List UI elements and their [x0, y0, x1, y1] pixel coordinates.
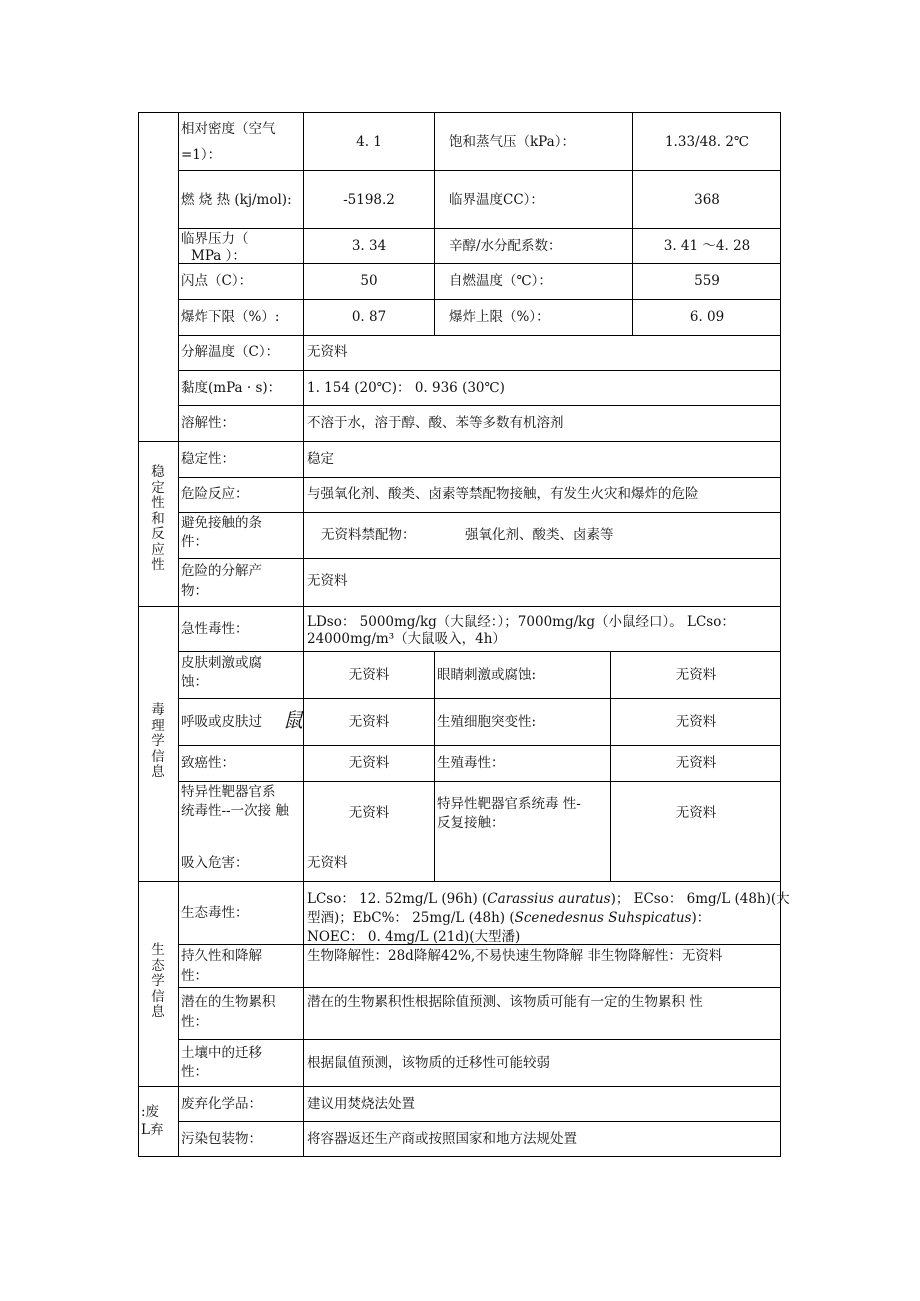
grid-line	[178, 370, 781, 371]
decomposition-temp-value: 无资料	[307, 344, 348, 360]
grid-line	[178, 512, 781, 513]
grid-line	[178, 299, 781, 300]
density-value: 4. 1	[356, 134, 382, 150]
grid-line	[178, 881, 781, 882]
stot-repeated-label-line1: 特异性靶器官系统毒 性-	[437, 796, 581, 812]
carcinogenicity-label: 致癌性：	[181, 755, 235, 771]
ecotoxicity-line2-text: 型酒)；EbC%： 25mg/L (48h) (	[307, 910, 515, 926]
species-name: Carassius auratus	[487, 891, 611, 907]
grid-line	[178, 651, 781, 652]
packaging-value: 将容器返还生产商或按照国家和地方法规处置	[307, 1131, 577, 1147]
skin-irritation-label-line2: 蚀：	[181, 674, 208, 690]
grid-line	[178, 558, 781, 559]
uel-label: 爆炸上限（%）：	[449, 309, 550, 325]
decomp-products-value: 无资料	[307, 573, 348, 589]
avoid-conditions-label-line1: 避免接触的条	[181, 515, 262, 531]
respiratory-sensitization-label: 呼吸或皮肤过	[181, 714, 262, 730]
grid-line	[178, 477, 781, 478]
combustion-heat-value: -5198.2	[343, 192, 395, 208]
sensitization-glyph: 鼠	[283, 708, 303, 732]
vapor-pressure-label: 饱和蒸气压（kPa）：	[449, 134, 575, 150]
section-title-ecology: 生态学信息	[151, 942, 165, 1020]
solubility-value: 不溶于水，溶于醇、酸、苯等多数有机溶剂	[307, 415, 564, 431]
flash-point-label: 闪点（C）：	[181, 273, 253, 289]
stot-repeated-label-line2: 反复接触：	[437, 815, 505, 831]
section-title-toxicology: 毒理学信息	[151, 702, 165, 780]
density-label-line2: =1）：	[181, 147, 222, 163]
ecotoxicity-label: 生态毒性：	[181, 905, 249, 921]
skin-irritation-label-line1: 皮肤刺激或腐	[181, 655, 262, 671]
persistence-label-line2: 性：	[181, 968, 208, 984]
decomposition-temp-label: 分解温度（C）：	[181, 344, 280, 360]
lel-value: 0. 87	[351, 309, 387, 325]
section-divider	[139, 1086, 781, 1087]
hazardous-reaction-label: 危险反应：	[181, 486, 249, 502]
reproductive-toxicity-value: 无资料	[675, 755, 717, 771]
stot-single-label-line2: 统毒性--一次接 触	[181, 803, 289, 819]
acute-toxicity-label: 急性毒性：	[181, 621, 249, 637]
acute-toxicity-value-line1: LDso： 5000mg/kg（大鼠经：）；7000mg/kg（小鼠经口）。 LCso：	[307, 614, 735, 630]
critical-temp-label: 临界温度CC）：	[449, 192, 544, 208]
ecotoxicity-line2-text-end: )：	[691, 910, 711, 926]
grid-line	[178, 698, 781, 699]
soil-mobility-label-line2: 性：	[181, 1064, 208, 1080]
acute-toxicity-value-line2: 24000mg/m³（大鼠吸入，4h）	[307, 631, 506, 647]
grid-line	[178, 745, 781, 746]
stot-repeated-value: 无资料	[675, 805, 717, 821]
grid-line	[178, 170, 781, 171]
germ-cell-mutagenicity-value: 无资料	[675, 714, 717, 730]
hazardous-reaction-value: 与强氧化剂、酸类、卤素等禁配物接触，有发生火灾和爆炸的危险	[307, 486, 699, 502]
stot-single-label-line1: 特异性靶器官系	[181, 784, 276, 800]
persistence-value: 生物降解性：28d降解42%,不易快速生物降解 非生物降解性：无资料	[307, 948, 723, 964]
autoignition-value: 559	[694, 273, 720, 289]
vapor-pressure-value: 1.33/48. 2℃	[664, 134, 750, 150]
lel-label: 爆炸下限（%）:	[181, 309, 280, 325]
incompatible-materials-value: 强氧化剂、酸类、卤素等	[465, 527, 614, 543]
section-divider	[139, 441, 781, 442]
critical-pressure-value: 3. 34	[351, 238, 387, 254]
grid-line	[303, 113, 304, 1156]
viscosity-label: 黏度(mPa · s)：	[181, 380, 282, 396]
packaging-label: 污染包装物：	[181, 1131, 262, 1147]
grid-line	[178, 113, 179, 1156]
combustion-heat-label: 燃 烧 热 (kj/mol):	[181, 192, 292, 208]
grid-line	[178, 263, 781, 264]
viscosity-value: 1. 154 (20℃)： 0. 936 (30℃)	[307, 380, 505, 396]
grid-line	[434, 113, 435, 336]
octanol-water-label: 辛醇/水分配系数：	[449, 238, 562, 254]
eye-irritation-value: 无资料	[675, 667, 717, 683]
decomp-products-label-line1: 危险的分解产	[181, 563, 262, 579]
section-title-stability: 稳定性和反应性	[151, 464, 165, 573]
ecotoxicity-line1-text-end: )； ECso： 6mg/L (48h)(大	[610, 891, 790, 907]
grid-line	[178, 405, 781, 406]
soil-mobility-value: 根据鼠值预测，该物质的迁移性可能较弱	[307, 1055, 550, 1071]
ecotoxicity-line1	[307, 890, 790, 908]
autoignition-label: 自燃温度（℃）：	[449, 273, 552, 289]
bioaccumulation-label-line1: 潜在的生物累积	[181, 994, 276, 1010]
grid-line	[178, 335, 781, 336]
ecotoxicity-line2	[307, 909, 710, 927]
respiratory-sensitization-value: 无资料	[348, 714, 390, 730]
grid-line	[178, 1039, 781, 1040]
grid-line	[178, 781, 781, 782]
eye-irritation-label: 眼睛刺激或腐蚀:	[437, 667, 537, 683]
section-divider	[139, 881, 178, 882]
section-divider	[139, 606, 781, 607]
waste-label: 废弃化学品：	[181, 1096, 262, 1112]
sds-table	[138, 112, 790, 1157]
aspiration-hazard-value: 无资料	[307, 855, 348, 871]
soil-mobility-label-line1: 土壤中的迁移	[181, 1045, 262, 1061]
density-label-line1: 相对密度（空气	[181, 121, 276, 137]
section-title-disposal-line2: L弃	[141, 1122, 164, 1138]
waste-value: 建议用焚烧法处置	[307, 1096, 415, 1112]
bioaccumulation-label-line2: 性：	[181, 1014, 208, 1030]
grid-line	[178, 987, 781, 988]
decomp-products-label-line2: 物：	[181, 583, 208, 599]
germ-cell-mutagenicity-label: 生殖细胞突变性:	[437, 714, 537, 730]
species-name: Scenedesnus Suhspicatus	[514, 910, 692, 926]
stability-value: 稳定	[307, 451, 334, 467]
critical-temp-value: 368	[694, 192, 720, 208]
carcinogenicity-value: 无资料	[348, 755, 390, 771]
solubility-label: 溶解性：	[181, 415, 235, 431]
skin-irritation-value: 无资料	[348, 667, 390, 683]
octanol-water-value: 3. 41 ～4. 28	[663, 238, 751, 254]
grid-line	[434, 651, 435, 881]
avoid-conditions-label-line2: 件：	[181, 534, 208, 550]
ecotoxicity-line3: NOEC： 0. 4mg/L (21d)(大型潘)	[307, 929, 521, 945]
grid-line	[178, 228, 781, 229]
critical-pressure-label-line2: MPa ）：	[191, 248, 246, 264]
grid-line	[178, 1121, 781, 1122]
stot-single-value: 无资料	[348, 805, 390, 821]
section-title-disposal-line1: :废	[141, 1104, 160, 1120]
avoid-conditions-value: 无资料禁配物：	[321, 527, 416, 543]
flash-point-value: 50	[360, 273, 378, 289]
reproductive-toxicity-label: 生殖毒性：	[437, 755, 505, 771]
critical-pressure-label-line1: 临界压力（	[181, 231, 249, 247]
uel-value: 6. 09	[689, 309, 725, 325]
stability-label: 稳定性：	[181, 451, 235, 467]
bioaccumulation-value: 潜在的生物累积性根据除值预测、该物质可能有一定的生物累积 性	[307, 994, 703, 1010]
persistence-label-line1: 持久性和降解	[181, 948, 262, 964]
aspiration-hazard-label: 吸入危害：	[181, 855, 249, 871]
ecotoxicity-line1-text: LCso： 12. 52mg/L (96h) (	[307, 891, 488, 907]
